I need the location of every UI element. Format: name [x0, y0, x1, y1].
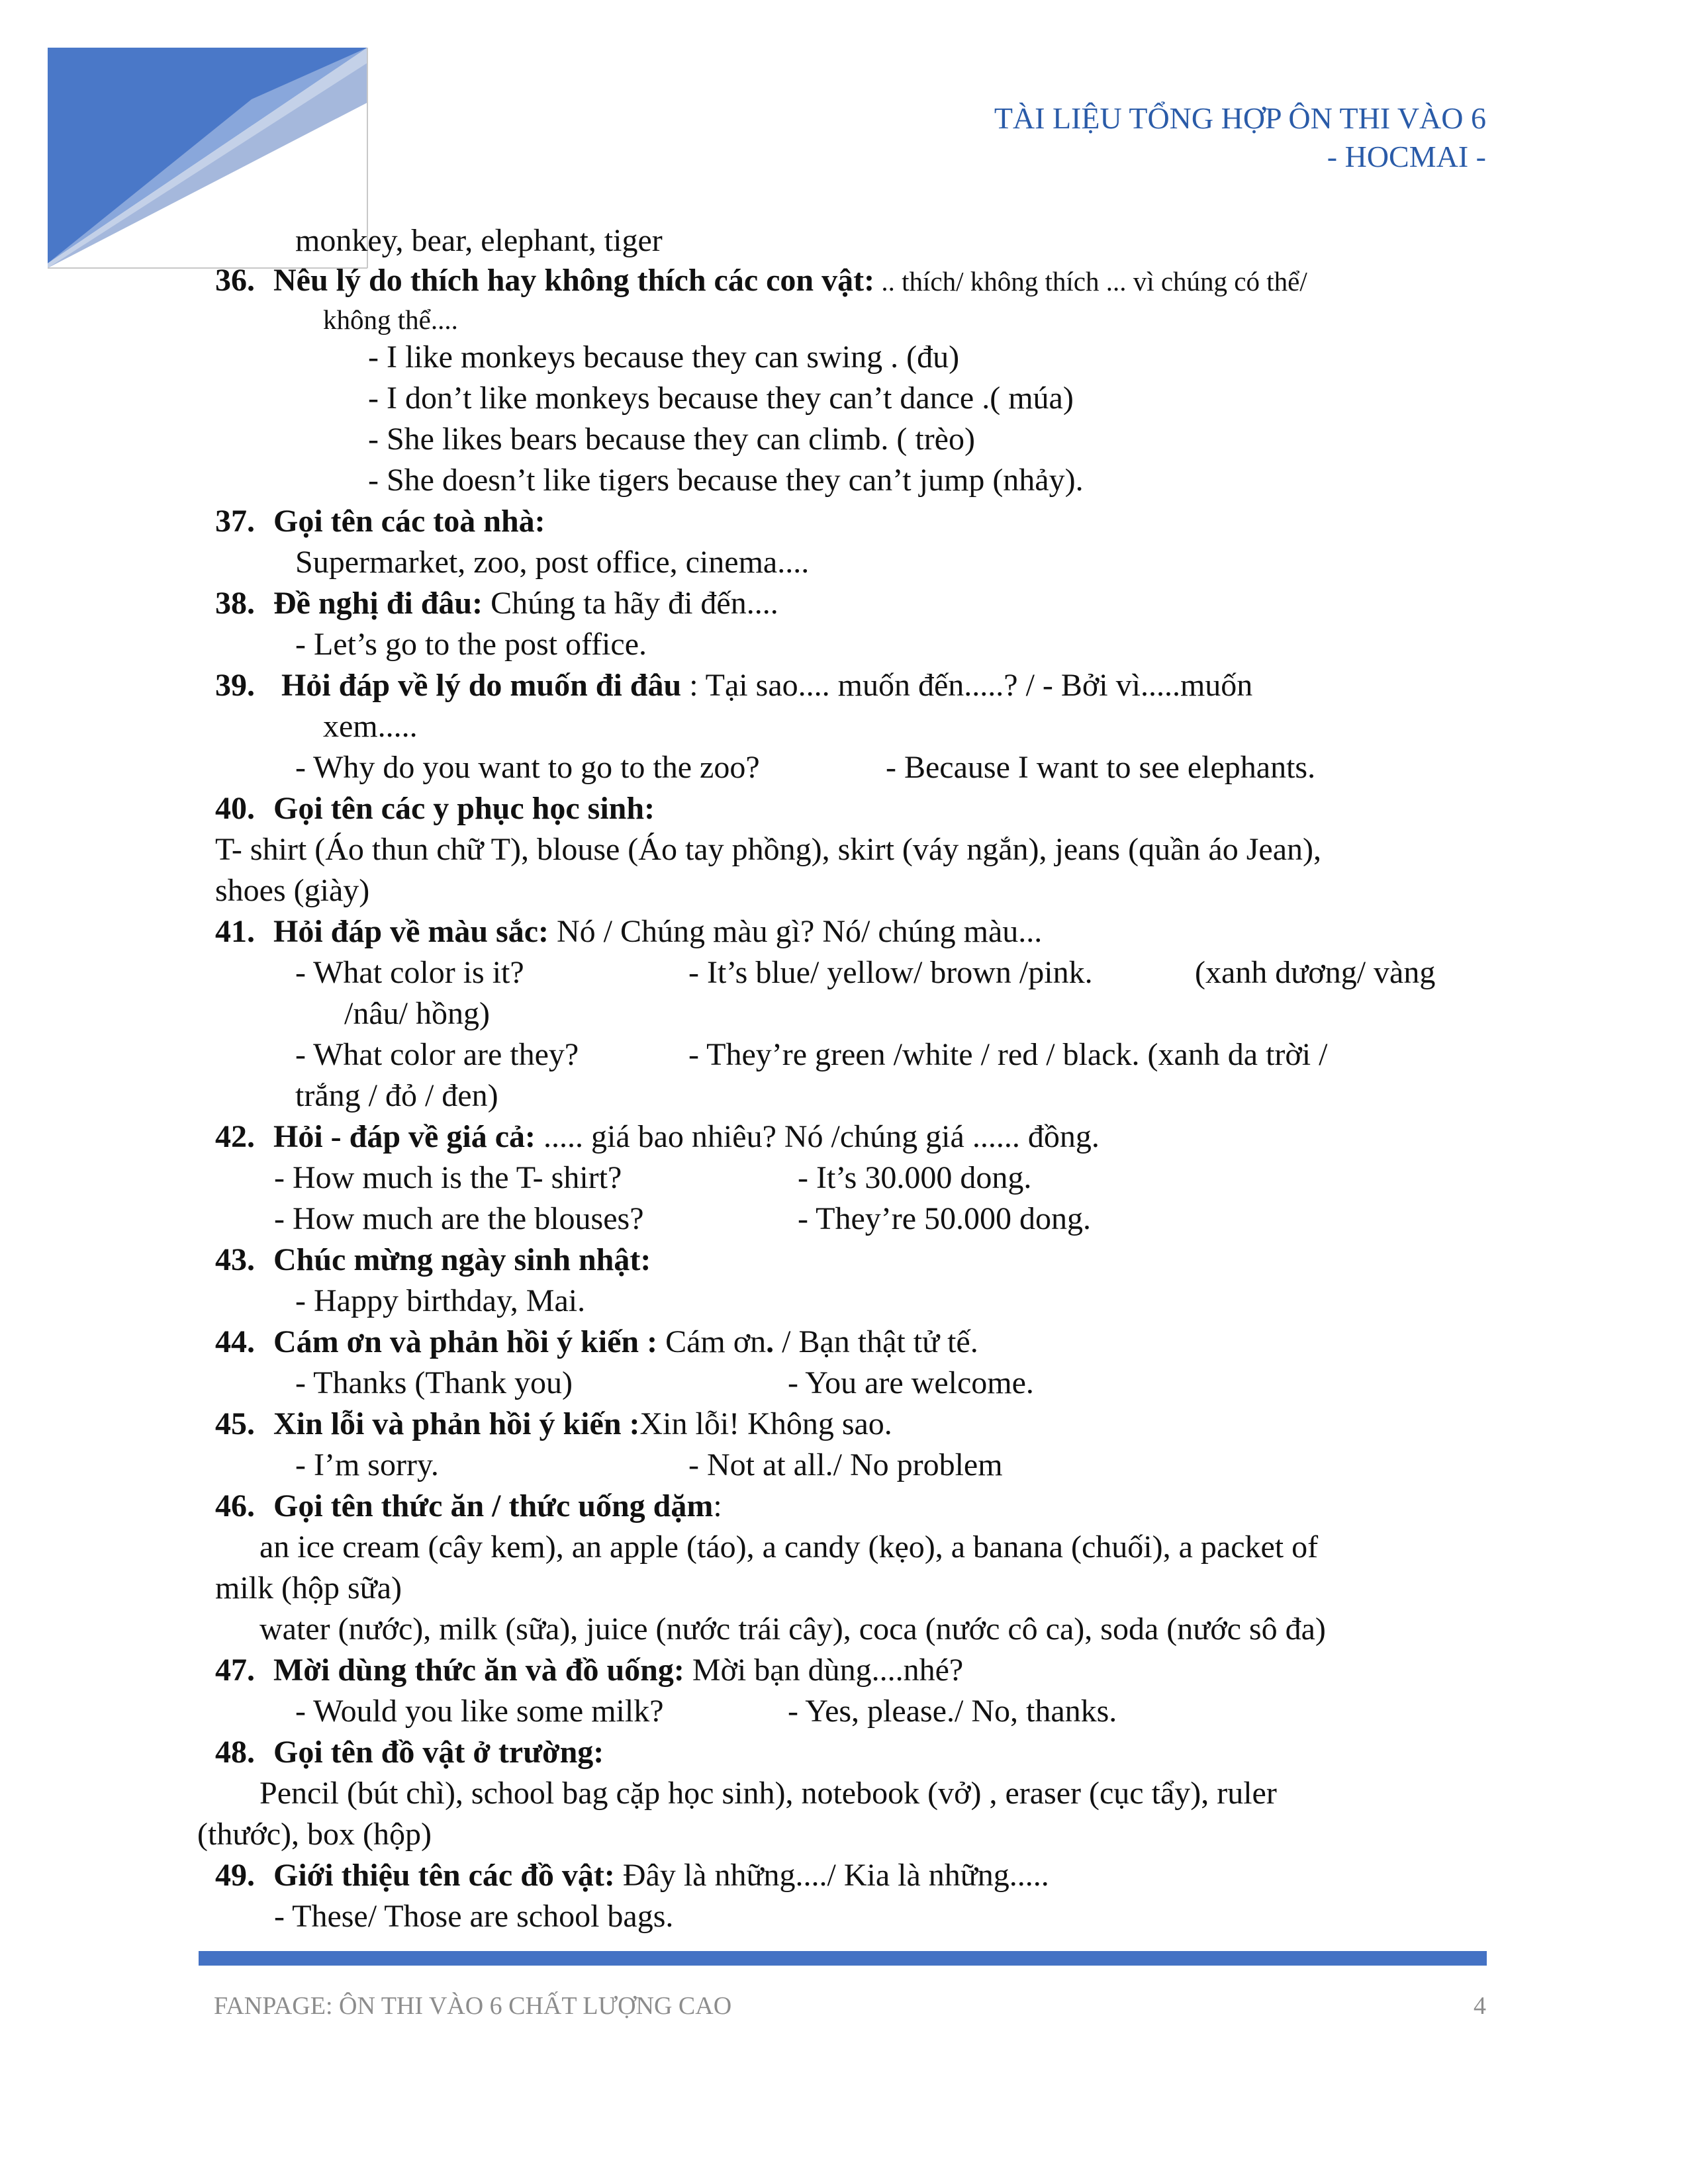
item-note: .. thích/ không thích ... vì chúng có thể/	[874, 266, 1307, 296]
item-number: 37.	[215, 504, 255, 539]
item-translation: Xin lỗi! Không sao.	[639, 1406, 892, 1441]
item-translation-dot: .	[766, 1324, 774, 1359]
item-37-heading	[215, 501, 545, 542]
item-44-heading	[215, 1322, 978, 1363]
footer-rule	[199, 1951, 1487, 1966]
animal-list: monkey, bear, elephant, tiger	[295, 223, 663, 258]
example-translation: (xanh dương/ vàng	[1195, 955, 1436, 990]
example-answer: - Yes, please./ No, thanks.	[788, 1694, 1117, 1729]
example-answer: - It’s 30.000 dong.	[798, 1160, 1032, 1195]
item-heading: Mời dùng thức ăn và đồ uống:	[273, 1653, 684, 1688]
item-number: 38.	[215, 586, 255, 621]
item-number: 46.	[215, 1488, 255, 1524]
example-answer: - Because I want to see elephants.	[886, 750, 1316, 785]
example-answer: - You are welcome.	[788, 1365, 1034, 1400]
item-number: 36.	[215, 263, 255, 298]
header-subtitle: - HOCMAI -	[1327, 140, 1486, 173]
item-39-translation-cont: xem.....	[323, 709, 418, 744]
item-heading: Gọi tên các toà nhà:	[273, 504, 545, 539]
item-heading: Gọi tên thức ăn / thức uống dặm	[273, 1488, 714, 1524]
item-36-heading	[215, 260, 1307, 302]
example-answer: - They’re 50.000 dong.	[798, 1201, 1092, 1236]
item-number: 43.	[215, 1242, 255, 1277]
item-translation: Mời bạn dùng....nhé?	[684, 1653, 964, 1688]
page-footer	[214, 1991, 1486, 2021]
item-number: 44.	[215, 1324, 255, 1359]
example-line: milk (hộp sữa)	[215, 1570, 402, 1606]
item-translation: Nó / Chúng màu gì? Nó/ chúng màu...	[549, 914, 1043, 949]
example-line: - Let’s go to the post office.	[295, 627, 647, 662]
item-heading: Xin lỗi và phản hồi ý kiến :	[273, 1406, 640, 1441]
item-number: 39.	[215, 668, 255, 703]
item-translation: : Tại sao.... muốn đến.....? / - Bởi vì.....muốn	[681, 668, 1253, 703]
item-number: 40.	[215, 791, 255, 826]
example-translation-cont: trắng / đỏ / đen)	[295, 1078, 498, 1113]
item-heading: Đề nghị đi đâu:	[273, 586, 483, 621]
item-heading: Giới thiệu tên các đồ vật:	[273, 1858, 615, 1893]
item-number: 48.	[215, 1735, 255, 1770]
example-answer: - Not at all./ No problem	[688, 1447, 1003, 1482]
example-line: Supermarket, zoo, post office, cinema....	[295, 545, 810, 580]
item-heading: Nêu lý do thích hay không thích các con vật:	[273, 263, 875, 298]
example-question: - Thanks (Thank you)	[295, 1365, 573, 1400]
item-42-heading	[215, 1116, 1100, 1158]
example-question: - How much is the T- shirt?	[274, 1160, 622, 1195]
item-heading: Hỏi - đáp về giá cả:	[273, 1119, 536, 1154]
page-number: 4	[1474, 1992, 1486, 2020]
item-39-heading	[215, 665, 1252, 706]
page-header	[994, 99, 1486, 176]
item-heading: Cám ơn và phản hồi ý kiến :	[273, 1324, 658, 1359]
example-question: - What color are they?	[295, 1037, 579, 1072]
example-line: T- shirt (Áo thun chữ T), blouse (Áo tay phồng), skirt (váy ngắn), jeans (quần áo Jean),	[215, 832, 1321, 867]
item-47-heading	[215, 1650, 963, 1691]
example-answer: - They’re green /white / red / black. (xanh da trời /	[688, 1037, 1328, 1072]
example-question: - How much are the blouses?	[274, 1201, 644, 1236]
item-number: 41.	[215, 914, 255, 949]
item-translation: ..... giá bao nhiêu? Nó /chúng giá ...... đồng.	[535, 1119, 1100, 1154]
item-40-heading	[215, 788, 655, 829]
example-line: - I like monkeys because they can swing . (đu)	[368, 340, 960, 375]
example-line: - Happy birthday, Mai.	[295, 1283, 586, 1318]
example-answer: - It’s blue/ yellow/ brown /pink.	[688, 955, 1093, 990]
item-translation: Cám ơn	[657, 1324, 767, 1359]
example-line: water (nước), milk (sữa), juice (nước trái cây), coca (nước cô ca), soda (nước sô đa)	[259, 1612, 1326, 1647]
item-heading: Gọi tên đồ vật ở trường:	[273, 1735, 604, 1770]
footer-fanpage: FANPAGE: ÔN THI VÀO 6 CHẤT LƯỢNG CAO	[214, 1992, 732, 2020]
item-heading: Hỏi đáp về màu sắc:	[273, 914, 549, 949]
example-question: - What color is it?	[295, 955, 524, 990]
item-heading: Hỏi đáp về lý do muốn đi đâu	[273, 668, 682, 703]
item-number: 45.	[215, 1406, 255, 1441]
example-line: - She doesn’t like tigers because they can’t jump (nhảy).	[368, 463, 1084, 498]
example-line: shoes (giày)	[215, 873, 370, 908]
example-line: (thước), box (hộp)	[197, 1817, 432, 1852]
example-line: - She likes bears because they can climb. ( trèo)	[368, 422, 975, 457]
item-number: 49.	[215, 1858, 255, 1893]
header-title: TÀI LIỆU TỔNG HỢP ÔN THI VÀO 6	[994, 101, 1486, 135]
item-36-note-cont: không thể....	[323, 304, 458, 335]
item-translation: / Bạn thật tử tế.	[774, 1324, 978, 1359]
item-48-heading	[215, 1732, 604, 1773]
item-translation: Đây là những..../ Kia là những.....	[614, 1858, 1049, 1893]
example-line: - These/ Those are school bags.	[274, 1899, 674, 1934]
example-line: - I don’t like monkeys because they can’t dance .( múa)	[368, 381, 1074, 416]
item-41-heading	[215, 911, 1042, 952]
item-38-heading	[215, 583, 778, 624]
item-49-heading	[215, 1855, 1049, 1896]
example-question: - Would you like some milk?	[295, 1694, 664, 1729]
item-number: 47.	[215, 1653, 255, 1688]
item-46-heading	[215, 1486, 722, 1527]
item-heading: Chúc mừng ngày sinh nhật:	[273, 1242, 651, 1277]
example-line: an ice cream (cây kem), an apple (táo), a candy (kẹo), a banana (chuối), a packet of	[259, 1529, 1319, 1565]
item-heading: Gọi tên các y phục học sinh:	[273, 791, 655, 826]
item-43-heading	[215, 1240, 651, 1281]
example-question: - Why do you want to go to the zoo?	[295, 750, 760, 785]
example-translation-cont: /nâu/ hồng)	[344, 996, 490, 1031]
example-line: Pencil (bút chì), school bag cặp học sinh), notebook (vở) , eraser (cục tẩy), ruler	[259, 1776, 1277, 1811]
item-number: 42.	[215, 1119, 255, 1154]
item-45-heading	[215, 1404, 892, 1445]
item-translation: Chúng ta hãy đi đến....	[483, 586, 778, 621]
example-question: - I’m sorry.	[295, 1447, 439, 1482]
item-colon: :	[713, 1488, 722, 1524]
